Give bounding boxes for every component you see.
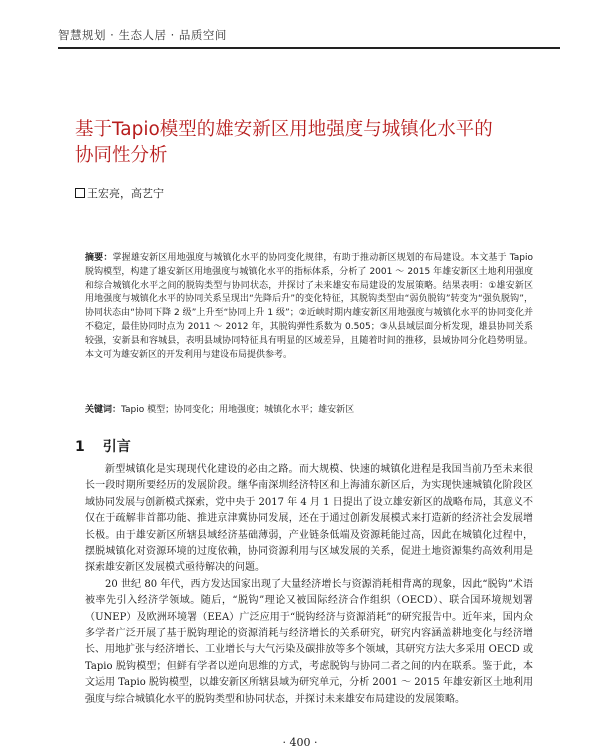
section-number: 1 xyxy=(75,439,85,455)
square-icon xyxy=(75,188,85,198)
page-number: · 400 · xyxy=(282,736,318,749)
author-names: 王宏亮，高艺宁 xyxy=(87,187,164,200)
section-title: 引言 xyxy=(102,439,131,455)
abstract xyxy=(85,252,533,362)
article-title: 基于Tapio模型的雄安新区用地强度与城镇化水平的协同性分析 xyxy=(75,119,493,166)
keywords-label: 关键词： xyxy=(85,405,122,415)
abstract-text: 掌握雄安新区用地强度与城镇化水平的协同变化规律，有助于推动新区规划的布局建设。本文基于 Tapio 脱钩模型，构建了雄安新区用地强度与城镇化水平的指标体系，分析了 2001 ～ 2015 年雄安新区土地利用强度和综合城镇化水平之间的脱钩类型与协同状态，并探讨了未来雄安布局建设的发展策略。结果表明：①雄安新区用地强度与城镇化水平的协同关系呈现出“先降后升”的变化特征，其脱钩类型由“弱负脱钩”转变为“强负脱钩”，协同状态由“协同下降 2 级”上升至“协同上升 1 级”；②近峡时期内雄安新区用地强度与城镇化水平的协同变化并不稳定，最佳协同时点为 2011 ～ 2012 年，其脱钩弹性系数为 0.505；③从县域层面分析发现，雄县协同关系较强，安新县和容城县，表明县域协同特征具有明显的区域差异，且随着时间的推移，县域协同分化趋势明显。本文可为雄安新区的开发利用与建设布局提供参考。 xyxy=(85,253,533,360)
header-rule xyxy=(58,47,560,49)
section-heading xyxy=(75,436,131,456)
keywords xyxy=(85,402,533,415)
body-text xyxy=(85,462,533,708)
paragraph: 20 世纪 80 年代，西方发达国家出现了大量经济增长与资源消耗相背离的现象，因此“脱钩”术语被率先引入经济学领域。随后，“脱钩”理论又被国际经济合作组织（OECD）、联合国环境规划署（UNEP）及欧洲环境署（EEA）广泛应用于“脱钩经济与资源消耗”的研究报告中。近年来，国内众多学者广泛开展了基于脱钩理论的资源消耗与经济增长的关系研究，研究内容涵盖耕地变化与经济增长、用地扩张与经济增长、工业增长与大气污染及碳排放等多个领域，其研究方法大多采用 OECD 或 Tapio 脱钩模型；但鲜有学者以逆向思维的方式，考虑脱钩与协同二者之间的内在联系。鉴于此，本文运用 Tapio 脱钩模型，以雄安新区所辖县域为研究单元，分析 2001 ～ 2015 年雄安新区土地利用强度与综合城镇化水平的脱钩类型和协同状态，并探讨未来雄安布局建设的发展策略。 xyxy=(85,578,533,705)
abstract-label: 摘要： xyxy=(85,253,113,263)
authors xyxy=(75,185,164,201)
keywords-text: Tapio 模型；协同变化；用地强度；城镇化水平；雄安新区 xyxy=(121,405,355,415)
running-header: 智慧规划 · 生态人居 · 品质空间 xyxy=(58,28,227,42)
paragraph: 新型城镇化是实现现代化建设的必由之路。而大规模、快速的城镇化进程是我国当前乃至未来很长一段时期所要经历的发展阶段。继华南深圳经济特区和上海浦东新区后，为实现快速城镇化阶段区域协同发展与创新模式探索，党中央于 2017 年 4 月 1 日提出了设立雄安新区的战略布局，其意义不仅在于疏解非首都功能、推进京津冀协同发展，还在于通过创新发展模式来打造新的经济社会发展增长极。由于雄安新区所辖县域经济基础薄弱，产业链条低端及资源耗能过高，因此在城镇化过程中，摆脱城镇化对资源环境的过度依赖，协同资源利用与区域发展的关系，促进土地资源集约高效利用是探索雄安新区发展模式亟待解决的问题。 xyxy=(85,464,533,574)
